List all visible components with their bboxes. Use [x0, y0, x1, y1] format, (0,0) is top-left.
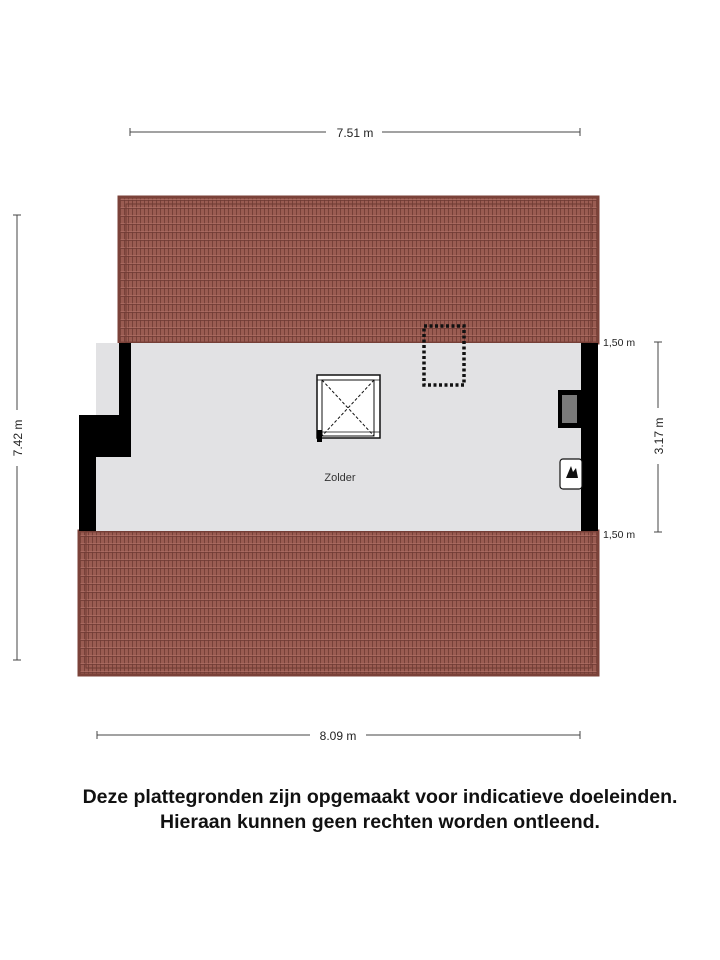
- dimension-right-upper-label: 1,50 m: [603, 337, 636, 349]
- roof-bottom: [79, 531, 598, 675]
- dimension-right-middle-label: 3.17 m: [652, 417, 666, 455]
- disclaimer: [0, 785, 720, 835]
- room-label: Zolder: [324, 472, 356, 484]
- stair-hatch-icon[interactable]: [317, 375, 380, 442]
- dimension-right: [603, 337, 667, 541]
- boiler-icon: [560, 459, 582, 489]
- dimension-right-lower-label: 1,50 m: [603, 529, 636, 541]
- disclaimer-line-2: Hieraan kunnen geen rechten worden ontleend.: [160, 811, 600, 833]
- dimension-left-label: 7.42 m: [11, 419, 25, 457]
- dimension-bottom: [97, 726, 580, 744]
- roof-top: [119, 197, 598, 343]
- chimney-icon: [558, 390, 582, 428]
- dimension-top: [130, 122, 580, 140]
- disclaimer-line-1: Deze plattegronden zijn opgemaakt voor indicatieve doeleinden.: [82, 786, 678, 808]
- dimension-left: [8, 215, 26, 660]
- dimension-bottom-label: 8.09 m: [319, 729, 357, 743]
- dimension-top-label: 7.51 m: [336, 126, 374, 140]
